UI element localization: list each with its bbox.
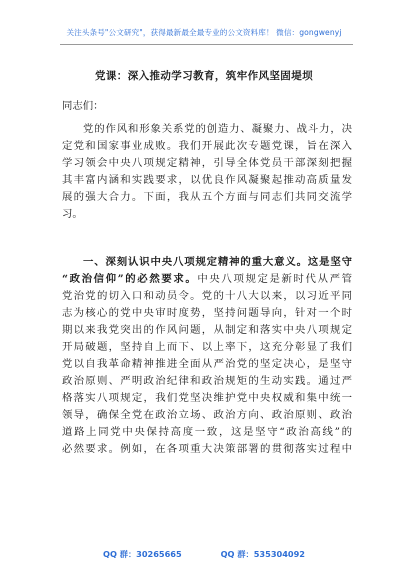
text-line: 其丰富内涵和实践要求，以优良作风凝聚起推动高质量发 <box>62 174 352 186</box>
section-heading: 一、深刻认识中央八项规定精神的重大意义。这是坚守 <box>83 256 352 268</box>
text-line: 习。 <box>62 208 83 220</box>
header-note: 关注头条号"公文研究"，获得最新最全最专业的公文资料库！ 微信：gongwenyj <box>66 28 342 37</box>
document-title: 党课：深入推动学习教育，筑牢作风坚固堤坝 <box>95 70 313 82</box>
footer-contact <box>0 549 408 560</box>
text-line: 党以自我革命精神推进全面从严治党的坚定决心，是坚守 <box>62 358 352 370</box>
text-line: 格落实八项规定，我们党坚决维护党中央权威和集中统一 <box>62 392 352 404</box>
section-heading-tail: “政治信仰”的必然要求。 <box>62 273 198 285</box>
header-divider <box>60 44 353 45</box>
text-line <box>62 271 352 288</box>
text-line: 领导，确保全党在政治立场、政治方向、政治原则、政治 <box>62 409 352 421</box>
qq-group-2: QQ 群：535304092 <box>220 549 305 559</box>
section-text-start: 中央八项规定是新时代从严管 <box>197 273 352 285</box>
text-line: 政治原则、严明政治纪律和政治规矩的生动实践。通过严 <box>62 375 352 387</box>
text-line: 学习领会中央八项规定精神，引导全体党员干部深刻把握 <box>62 157 352 169</box>
paragraph-intro <box>62 121 352 223</box>
text-line: 期以来我党突出的作风问题，从制定和落实中央八项规定 <box>62 324 352 336</box>
text-line: 开局破题，坚持自上而下、以上率下，这充分彰显了我们 <box>62 341 352 353</box>
salutation: 同志们： <box>62 100 104 112</box>
text-line: 志为核心的党中央审时度势，坚持问题导向，针对一个时 <box>62 307 352 319</box>
text-line: 党的作风和形象关系党的创造力、凝聚力、战斗力，决 <box>83 123 352 135</box>
section-one <box>62 254 352 458</box>
text-line: 必然要求。例如，在各项重大决策部署的贯彻落实过程中 <box>62 443 352 455</box>
text-line: 党治党的切入口和动员令。党的十八大以来，以习近平同 <box>62 290 352 302</box>
text-line: 道路上同党中央保持高度一致，这是坚守“政治高线”的 <box>62 426 352 438</box>
qq-group-1: QQ 群：30265665 <box>102 549 182 559</box>
text-line: 定党和国家事业成败。我们开展此次专题党课，旨在深入 <box>62 140 352 152</box>
text-line: 展的强大合力。下面，我从五个方面与同志们共同交流学 <box>62 191 352 203</box>
